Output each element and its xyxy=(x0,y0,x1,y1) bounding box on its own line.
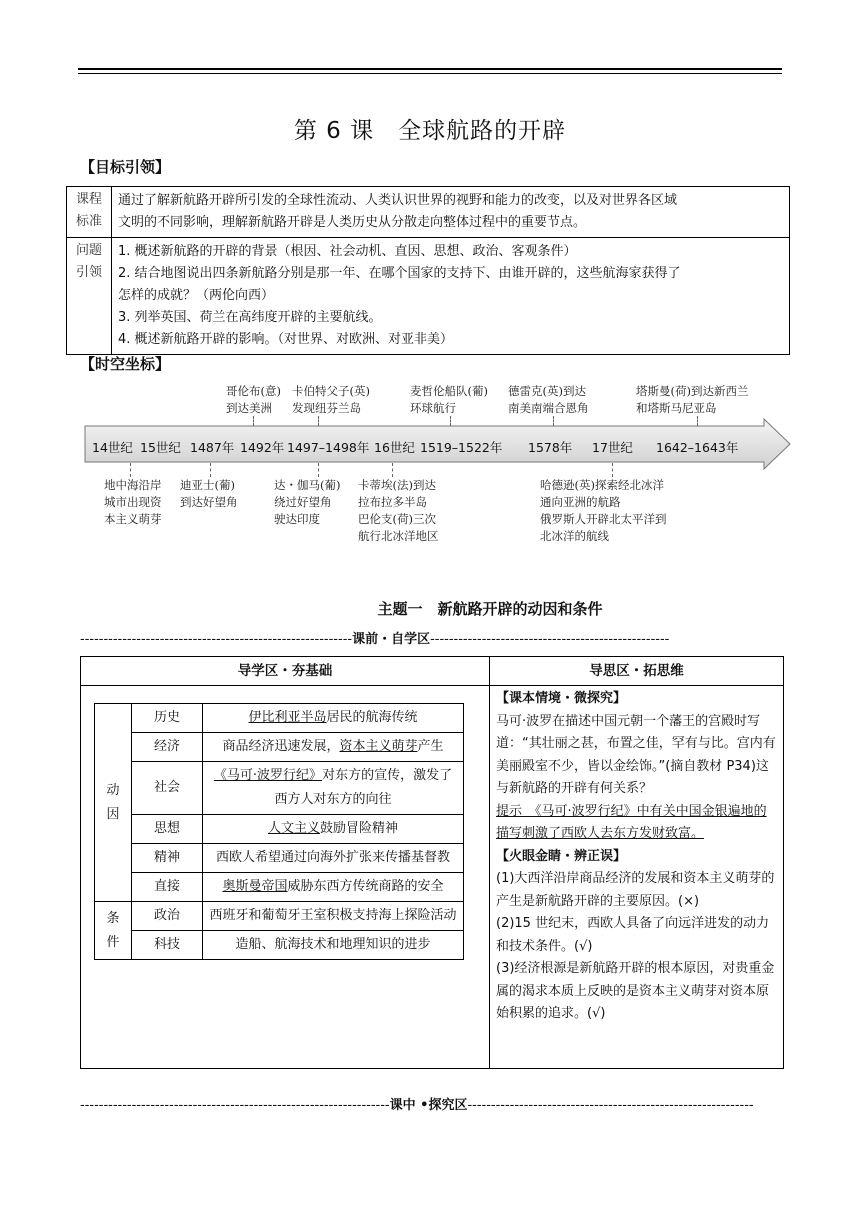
timeline-date: 1519–1522年 xyxy=(420,440,503,455)
timeline-date: 14世纪 xyxy=(92,440,133,455)
timeline-connector xyxy=(612,463,613,477)
timeline-note: 哈德逊(英)探索经北冰洋 通向亚洲的航路 俄罗斯人开辟北太平洋到 北冰洋的航线 xyxy=(540,478,667,543)
micro-inquiry-text: 马可·波罗在描述中国元朝一个藩王的宫殿时写道：“其壮丽之甚，布置之佳，罕有与比。宫内有美丽殿室不少，皆以金绘饰。”(摘自教材 P34)这与新航路的开辟有何关系？ xyxy=(496,713,776,796)
timeline-note: 迪亚士(葡) 到达好望角 xyxy=(180,478,238,509)
true-false-item: (3)经济根源是新航路开辟的根本原因，对贵重金属的渴求本质上反映的是资本主义萌芽对资本原始积累的追求。(√) xyxy=(496,961,775,1021)
timeline-date: 17世纪 xyxy=(592,440,633,455)
goal-label: 问题 引领 xyxy=(67,238,112,355)
micro-inquiry-heading: 【课本情境・微探究】 xyxy=(496,691,627,706)
left-col xyxy=(81,686,490,1069)
table-row xyxy=(95,733,464,762)
top-rule-thick xyxy=(78,68,782,70)
goal-row-standard xyxy=(67,187,790,238)
true-false-item: (2)15 世纪末，西欧人具备了向远洋进发的动力和技术条件。(√) xyxy=(496,916,770,954)
row-key: 直接 xyxy=(132,873,203,902)
table-row xyxy=(95,931,464,960)
page-title: 第 6 课 全球航路的开辟 xyxy=(293,118,567,144)
row-value: 造船、航海技术和地理知识的进步 xyxy=(203,931,464,960)
timeline-date: 1578年 xyxy=(528,440,573,455)
goal-table xyxy=(66,186,790,355)
divider-in-class: ------------------------------------------------------------------课中 •探究区------------------------------------------------------------- xyxy=(80,1098,754,1113)
row-value: 西欧人希望通过向海外扩张来传播基督教 xyxy=(203,844,464,873)
timeline-note: 德雷克(英)到达 南美南端合恩角 xyxy=(508,384,589,415)
left-col-heading: 导学区・夯基础 xyxy=(81,657,490,686)
true-false-item: (1)大西洋沿岸商品经济的发展和资本主义萌芽的产生是新航路开辟的主要原因。(×) xyxy=(496,871,775,909)
timeline-note: 卡蒂埃(法)到达 拉布拉多半岛 巴伦支(荷)三次 航行北冰洋地区 xyxy=(358,478,439,543)
row-key: 精神 xyxy=(132,844,203,873)
group-label: 动 因 xyxy=(95,704,132,902)
right-col-heading: 导思区・拓思维 xyxy=(490,657,784,686)
table-row xyxy=(95,762,464,815)
study-table xyxy=(80,656,784,1069)
timeline-date: 1492年 xyxy=(240,440,285,455)
goal-text: 1. 概述新航路的开辟的背景（根因、社会动机、直因、思想、政治、客观条件） 2. 结合地图说出四条新航路分别是那一年、在哪个国家的支持下、由谁开辟的，这些航海家获得了 怎样的成就？（两伦向西） 3. 列举英国、荷兰在高纬度开辟的主要航线。 4. 概述新航路开辟的影响。（对世界、对欧洲、对亚非美） xyxy=(112,238,790,355)
timeline-note: 哥伦布(意) 到达美洲 xyxy=(226,384,281,415)
goal-label: 课程 标准 xyxy=(67,187,112,238)
goal-heading: 【目标引领】 xyxy=(80,158,171,176)
motive-table xyxy=(94,703,464,960)
timeline-date: 15世纪 xyxy=(140,440,181,455)
timeline-connector xyxy=(210,463,211,477)
row-key: 社会 xyxy=(132,762,203,815)
row-key: 思想 xyxy=(132,815,203,844)
row-value: 西班牙和葡萄牙王室积极支持海上探险活动 xyxy=(203,902,464,931)
row-value: 商品经济迅速发展，资本主义萌芽产生 xyxy=(203,733,464,762)
right-col xyxy=(490,686,784,1069)
timeline-connector xyxy=(253,416,254,426)
table-row xyxy=(95,902,464,931)
table-row xyxy=(95,844,464,873)
micro-inquiry-answer: 提示 《马可·波罗行纪》中有关中国金银遍地的描写刺激了西欧人去东方发财致富。 xyxy=(496,803,767,841)
divider-pre-class: ----------------------------------------------------------课前・自学区--------------------------------------------------- xyxy=(80,632,670,647)
row-value: 《马可·波罗行纪》对东方的宣传，激发了西方人对东方的向往 xyxy=(203,762,464,815)
timeline-heading: 【时空坐标】 xyxy=(80,355,171,373)
true-false-heading: 【火眼金睛・辨正误】 xyxy=(496,848,627,864)
timeline-note: 塔斯曼(荷)到达新西兰 和塔斯马尼亚岛 xyxy=(636,384,749,415)
timeline-date: 1487年 xyxy=(190,440,235,455)
table-row xyxy=(95,704,464,733)
timeline-connector xyxy=(450,416,451,426)
timeline-connector xyxy=(697,416,698,426)
topic-heading: 主题一 新航路开辟的动因和条件 xyxy=(377,600,603,618)
table-row xyxy=(95,873,464,902)
row-value: 人文主义鼓励冒险精神 xyxy=(203,815,464,844)
row-key: 政治 xyxy=(132,902,203,931)
timeline-date: 1497–1498年 xyxy=(287,440,370,455)
row-value: 伊比利亚半岛居民的航海传统 xyxy=(203,704,464,733)
timeline-note: 达・伽马(葡) 绕过好望角 驶达印度 xyxy=(274,478,341,526)
timeline-date: 16世纪 xyxy=(374,440,415,455)
table-row xyxy=(95,815,464,844)
timeline-connector xyxy=(392,463,393,477)
goal-row-questions xyxy=(67,238,790,355)
group-label: 条 件 xyxy=(95,902,132,960)
goal-text: 通过了解新航路开辟所引发的全球性流动、人类认识世界的视野和能力的改变，以及对世界各区域 文明的不同影响，理解新航路开辟是人类历史从分散走向整体过程中的重要节点。 xyxy=(112,187,790,238)
timeline-connector xyxy=(318,416,319,426)
timeline-connector xyxy=(318,463,319,477)
top-rule-thin xyxy=(78,73,782,74)
timeline-note: 麦哲伦船队(葡) 环球航行 xyxy=(410,384,488,415)
timeline-connector xyxy=(130,463,131,477)
row-value: 奥斯曼帝国威胁东西方传统商路的安全 xyxy=(203,873,464,902)
timeline-note: 地中海沿岸 城市出现资 本主义萌芽 xyxy=(104,478,162,526)
row-key: 科技 xyxy=(132,931,203,960)
row-key: 历史 xyxy=(132,704,203,733)
timeline-connector xyxy=(553,416,554,426)
timeline-note: 卡伯特父子(英) 发现纽芬兰岛 xyxy=(292,384,370,415)
row-key: 经济 xyxy=(132,733,203,762)
timeline-date: 1642–1643年 xyxy=(656,440,739,455)
